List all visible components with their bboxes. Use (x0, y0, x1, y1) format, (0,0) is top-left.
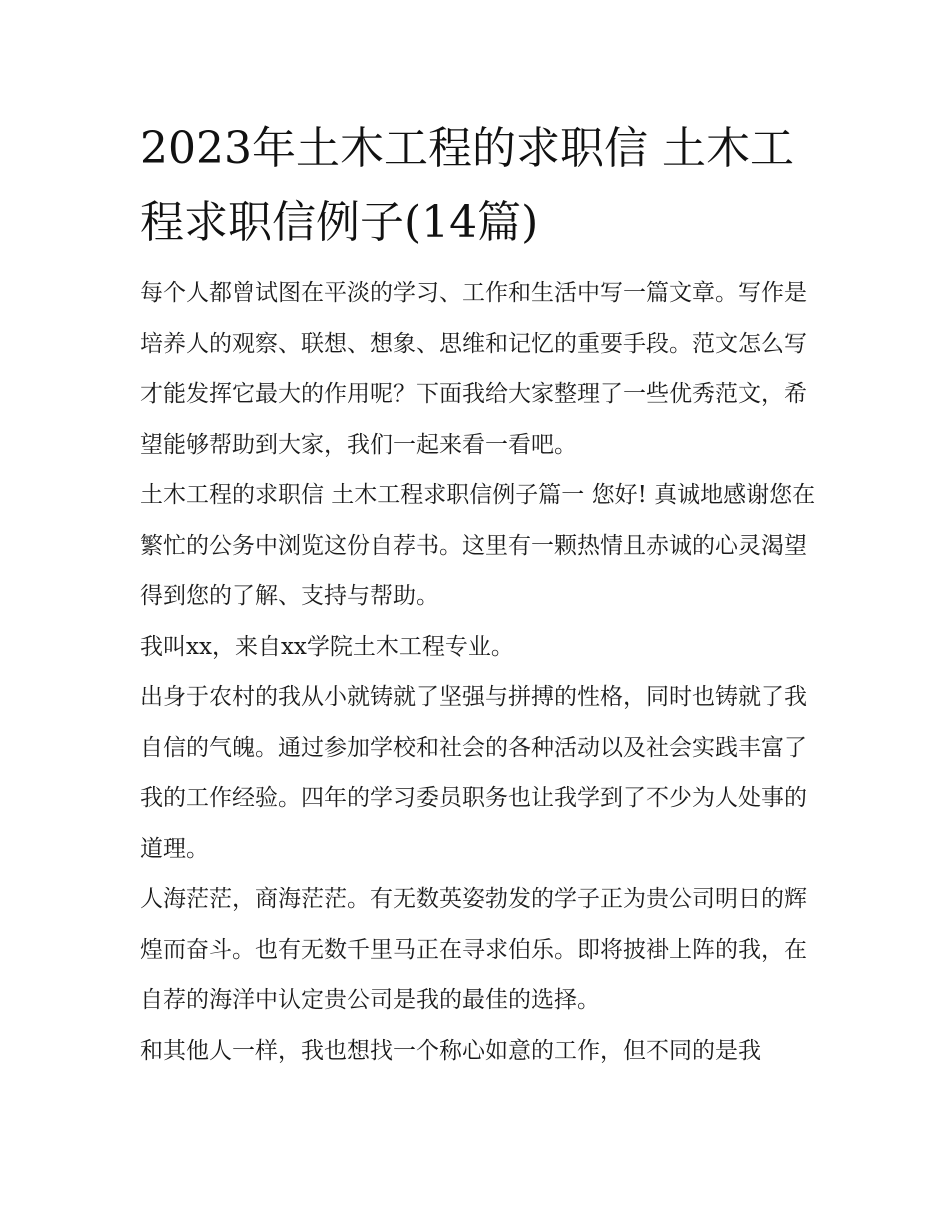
paragraph-background: 出身于农村的我从小就铸就了坚强与拼搏的性格，同时也铸就了我自信的气魄。通过参加学校和社会的各种活动以及社会实践丰富了我的工作经验。四年的学习委员职务也让我学到了不少为人处事的道理。 (140, 684, 807, 862)
paragraph-closing-partial: 和其他人一样，我也想找一个称心如意的工作，但不同的是我 (140, 1037, 761, 1064)
paragraph-greeting: 土木工程的求职信 土木工程求职信例子篇一 您好! 真诚地感谢您在繁忙的公务中浏览这份自荐书。这里有一颗热情且赤诚的心灵渴望得到您的了解、支持与帮助。 (140, 482, 816, 609)
paragraph-choice: 人海茫茫，商海茫茫。有无数英姿勃发的学子正为贵公司明日的辉煌而奋斗。也有无数千里马正在寻求伯乐。即将披褂上阵的我，在自荐的海洋中认定贵公司是我的最佳的选择。 (140, 886, 807, 1013)
document-body (140, 112, 820, 1076)
paragraph-self-intro: 我叫xx，来自xx学院土木工程专业。 (140, 633, 514, 660)
document-title: 2023年土木工程的求职信 土木工程求职信例子(14篇) (140, 123, 794, 248)
paragraph-intro: 每个人都曾试图在平淡的学习、工作和生活中写一篇文章。写作是培养人的观察、联想、想象、思维和记忆的重要手段。范文怎么写才能发挥它最大的作用呢？下面我给大家整理了一些优秀范文，希望能够帮助到大家，我们一起来看一看吧。 (140, 280, 807, 458)
